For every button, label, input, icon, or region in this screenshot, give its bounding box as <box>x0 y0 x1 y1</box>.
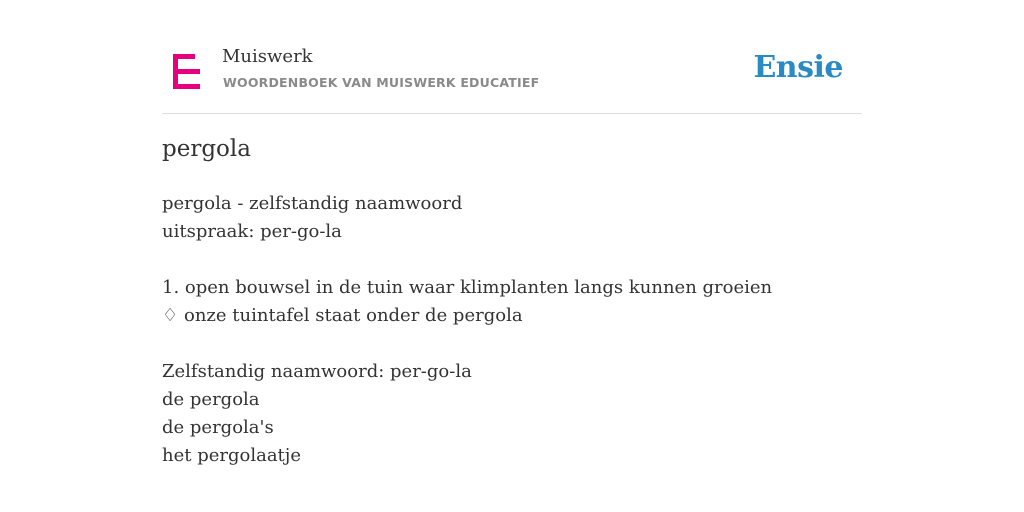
meaning: 1. open bouwsel in de tuin waar klimplanten langs kunnen groeien <box>162 277 773 298</box>
pronunciation: uitspraak: per-go-la <box>162 221 342 242</box>
entry-title: pergola <box>162 136 251 162</box>
muiswerk-logo-icon[interactable] <box>173 54 200 89</box>
spacer <box>162 246 862 274</box>
ensie-brand-logo[interactable]: Ensie <box>753 50 843 85</box>
word-form: de pergola's <box>162 417 274 438</box>
word-form: de pergola <box>162 389 260 410</box>
word-form: het pergolaatje <box>162 445 302 466</box>
example-text: onze tuintafel staat onder de pergola <box>184 305 523 326</box>
diamond-icon: ♢ <box>162 305 179 326</box>
site-header <box>162 0 862 114</box>
definition-line: pergola - zelfstandig naamwoord <box>162 193 463 214</box>
site-name[interactable]: Muiswerk <box>222 46 313 67</box>
grammar-heading: Zelfstandig naamwoord: per-go-la <box>162 361 472 382</box>
entry-body <box>162 190 862 470</box>
spacer <box>162 330 862 358</box>
example-line <box>162 302 862 330</box>
site-subtitle: WOORDENBOEK VAN MUISWERK EDUCATIEF <box>223 75 540 90</box>
